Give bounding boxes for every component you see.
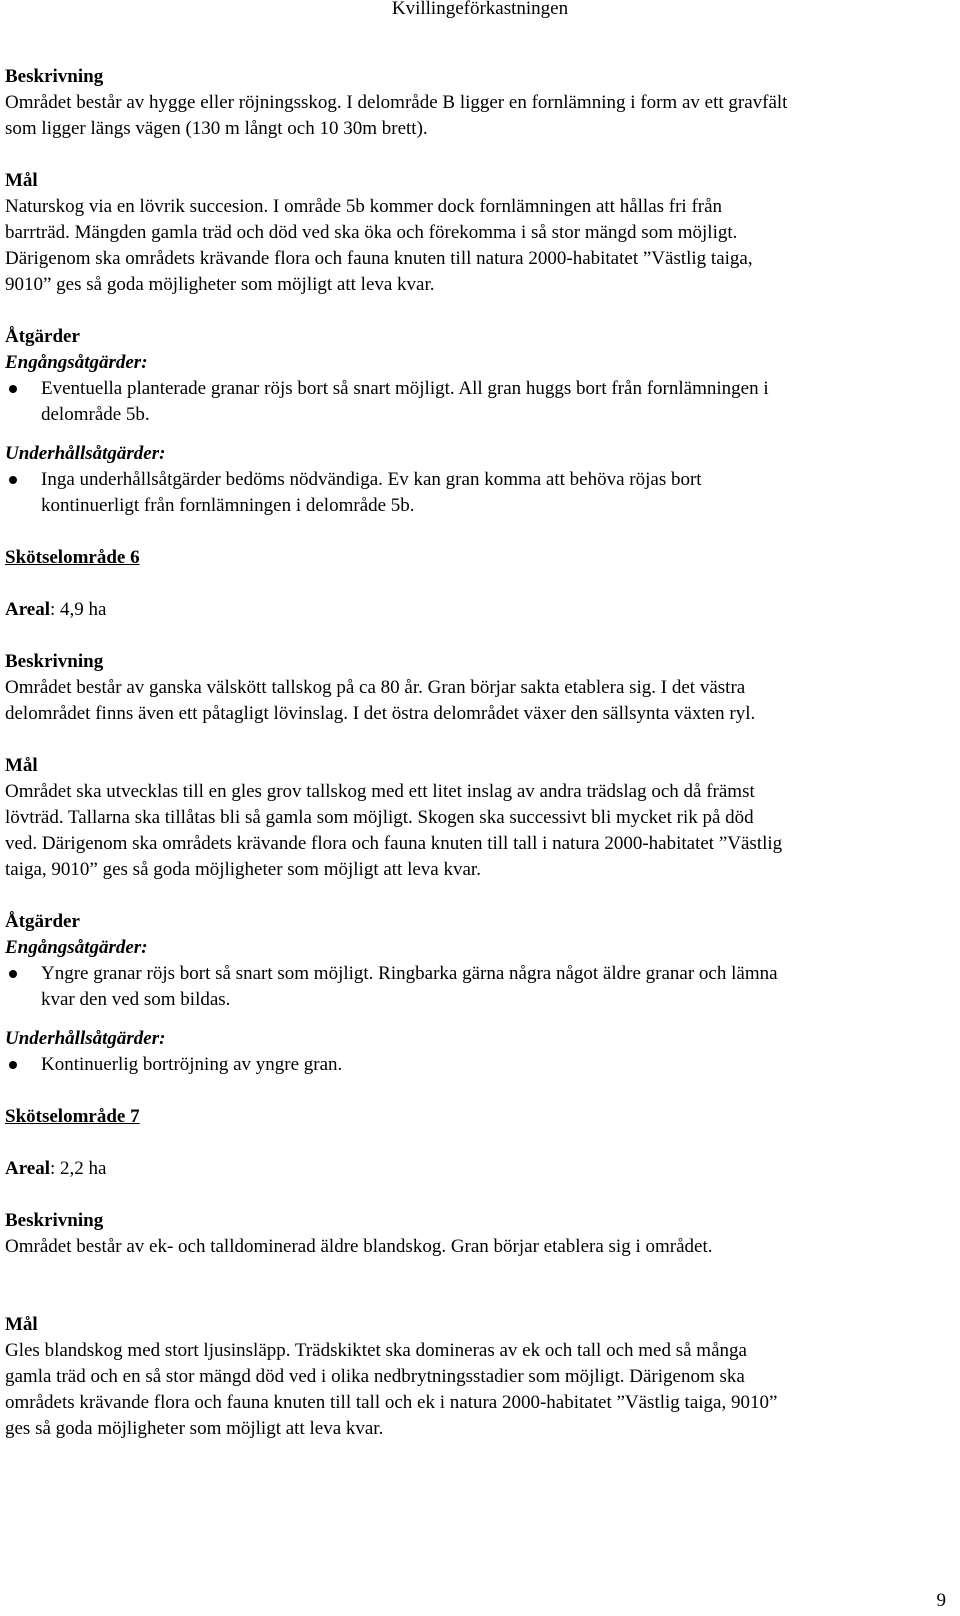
areal-6: [5, 597, 940, 623]
list-item-line: Kontinuerlig bortröjning av yngre gran.: [41, 1054, 343, 1075]
page-number: 9: [936, 1590, 946, 1611]
list-item-line: Eventuella planterade granar röjs bort så snart möjligt. All gran huggs bort från fornlämningen i: [41, 378, 769, 399]
engangsatgarder-heading: Engångsåtgärder:: [5, 937, 148, 958]
engangsatgarder-list: [5, 376, 940, 428]
areal-label: Areal: [5, 599, 51, 620]
bullet-icon: [9, 970, 17, 978]
beskrivning-line: Området består av ek- och talldominerad äldre blandskog. Gran börjar etablera sig i området.: [5, 1236, 713, 1257]
underhallsatgarder-heading: Underhållsåtgärder:: [5, 1028, 166, 1049]
beskrivning-line: Området består av hygge eller röjningsskog. I delområde B ligger en fornlämning i form av ett gravfält: [5, 92, 788, 113]
mal-heading: Mål: [5, 170, 38, 191]
beskrivning-line: delområdet finns även ett påtagligt lövinslag. I det östra delområdet växer den sällsynta växten ryl.: [5, 703, 756, 724]
areal-value: : 4,9 ha: [50, 599, 107, 620]
list-item-line: delområde 5b.: [41, 404, 150, 425]
atgarder-heading: Åtgärder: [5, 911, 80, 932]
mal-line: barrträd. Mängden gamla träd och död ved ska öka och förekomma i så stor mängd som möjligt.: [5, 222, 738, 243]
beskrivning-heading: Beskrivning: [5, 1210, 104, 1231]
mal-line: gamla träd och en så stor mängd död ved i olika nedbrytningsstadier som möjligt. Därigenom ska: [5, 1366, 745, 1387]
underhallsatgarder-list: [5, 467, 940, 519]
list-item-line: kontinuerligt från fornlämningen i delområde 5b.: [41, 495, 415, 516]
list-item-line: kvar den ved som bildas.: [41, 989, 231, 1010]
mal-heading: Mål: [5, 755, 38, 776]
list-item: [5, 961, 940, 1013]
mal-line: lövträd. Tallarna ska tillåtas bli så gamla som möjligt. Skogen ska successivt bli mycket rik på död: [5, 807, 754, 828]
list-item: [5, 376, 940, 428]
beskrivning-heading: Beskrivning: [5, 66, 104, 87]
underhallsatgarder-list: [5, 1052, 940, 1078]
mal-line: Därigenom ska områdets krävande flora och fauna knuten till natura 2000-habitatet ”Västlig taiga,: [5, 248, 753, 269]
list-item-line: Inga underhållsåtgärder bedöms nödvändiga. Ev kan gran komma att behöva röjas bort: [41, 469, 702, 490]
mal-line: områdets krävande flora och fauna knuten till tall och ek i natura 2000-habitatet ”Västlig taiga, 9010”: [5, 1392, 778, 1413]
bullet-icon: [9, 1061, 17, 1069]
list-item-line: Yngre granar röjs bort så snart som möjligt. Ringbarka gärna några något äldre granar och lämna: [41, 963, 778, 984]
beskrivning-line: som ligger längs vägen (130 m långt och 10 30m brett).: [5, 118, 428, 139]
bullet-icon: [9, 476, 17, 484]
areal-label: Areal: [5, 1158, 51, 1179]
document-body: [5, 64, 940, 1442]
list-item: [5, 1052, 940, 1078]
mal-line: Naturskog via en lövrik succesion. I område 5b kommer dock fornlämningen att hållas fri från: [5, 196, 723, 217]
mal-line: Gles blandskog med stort ljusinsläpp. Trädskiktet ska domineras av ek och tall och med så många: [5, 1340, 747, 1361]
section-title-7: Skötselområde 7: [5, 1106, 140, 1127]
areal-7: [5, 1156, 940, 1182]
engangsatgarder-list: [5, 961, 940, 1013]
engangsatgarder-heading: Engångsåtgärder:: [5, 352, 148, 373]
mal-heading: Mål: [5, 1314, 38, 1335]
mal-line: Området ska utvecklas till en gles grov tallskog med ett litet inslag av andra trädslag och då främst: [5, 781, 755, 802]
beskrivning-heading: Beskrivning: [5, 651, 104, 672]
atgarder-heading: Åtgärder: [5, 326, 80, 347]
mal-line: ges så goda möjligheter som möjligt att leva kvar.: [5, 1418, 384, 1439]
bullet-icon: [9, 385, 17, 393]
beskrivning-line: Området består av ganska välskött tallskog på ca 80 år. Gran börjar sakta etablera sig. I det västra: [5, 677, 746, 698]
page-header: Kvillingeförkastningen: [391, 0, 569, 19]
areal-value: : 2,2 ha: [50, 1158, 107, 1179]
mal-line: ved. Därigenom ska områdets krävande flora och fauna knuten till tall i natura 2000-habitatet ”Västlig: [5, 833, 783, 854]
mal-line: 9010” ges så goda möjligheter som möjligt att leva kvar.: [5, 274, 435, 295]
mal-line: taiga, 9010” ges så goda möjligheter som möjligt att leva kvar.: [5, 859, 481, 880]
underhallsatgarder-heading: Underhållsåtgärder:: [5, 443, 166, 464]
list-item: [5, 467, 940, 519]
section-title-6: Skötselområde 6: [5, 547, 140, 568]
